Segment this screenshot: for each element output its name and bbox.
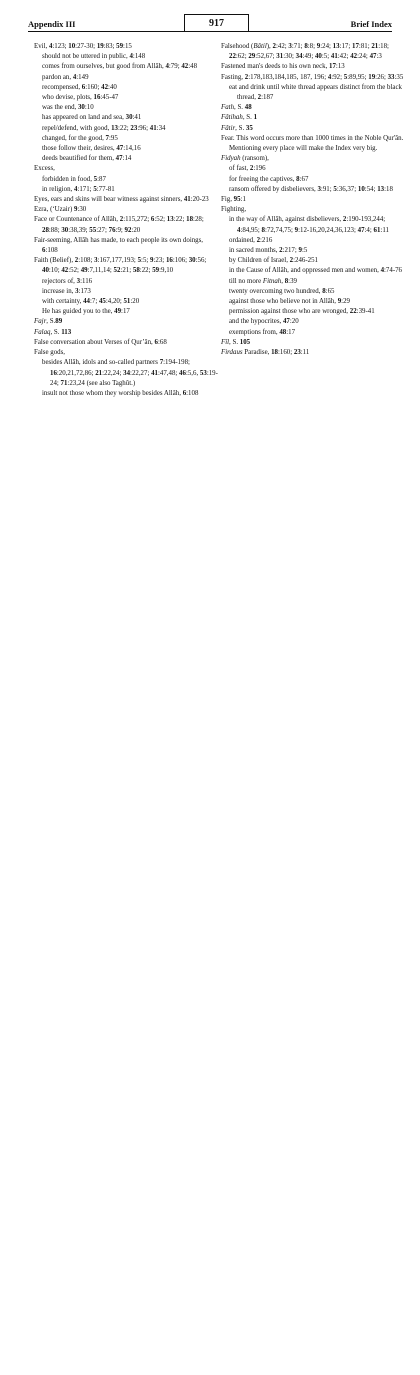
index-subentry: has appeared on land and sea, 30:41 [42,114,142,122]
index-entry: Fath, S. 48 [221,104,252,112]
index-entry: Fear. This word occurs more than 1000 times in the Noble Qur'ân. Mentioning every place will make the Index very big. [221,134,404,153]
header-rule [28,31,392,32]
index-subentry: against those who believe not in Allâh, 9:29 [229,298,350,306]
index-entry: Faith (Belief), 2:108; 3:167,177,193; 5:5; 9:23; 16:106; 30:56; 40:10; 42:52; 49:7,11,14; 52:21; 58:22; 59:9,10 [34,257,207,275]
index-entry: Fair-seeming, Allâh has made, to each people its own doings, 6:108 [34,236,204,255]
index-entry: Falaq, S. 113 [34,328,72,336]
index-subentry: those follow their, desires, 47:14,16 [42,145,141,153]
index-subentry: with certainty, 44:7; 45:4,20; 51:20 [42,298,140,306]
index-subentry: increase in, 3:173 [42,287,91,295]
index-column-left [34,42,219,399]
index-entry: False conversation about Verses of Qur’ân, 6:68 [34,338,167,346]
index-entry: Eyes, ears and skins will bear witness against sinners, 41:20-23 [34,196,209,204]
index-subentry: comes from ourselves, but good from Allâh, 4:79; 42:48 [42,63,198,71]
index-subentry: and the hypocrites, 47:20 [229,318,299,326]
index-subentry: in the Cause of Allâh, and oppressed men and women, 4:74-76 [229,267,403,275]
index-subentry: eat and drink until white thread appears distinct from the black thread, 2:187 [229,83,402,102]
index-entry: Fig, 95:1 [221,196,246,204]
index-entry: Fâtir, S. 35 [221,124,253,132]
index-entry: Fidyah (ransom), [221,155,269,163]
page-number: 917 [184,14,249,32]
index-subentry: who devise, plots, 16:45-47 [42,94,119,102]
index-entry: Fajr, S.89 [34,318,63,326]
index-subentry: of fast, 2:196 [229,165,266,173]
index-subentry: deeds beautified for them, 47:14 [42,155,132,163]
index-entry: Face or Countenance of Allâh, 2:115,272; 6:52; 13:22; 18:28; 28:88; 30:38,39; 55:27; 76:9; 92:20 [34,216,204,234]
index-subentry: exemptions from, 48:17 [229,328,296,336]
index-subentry: should not be uttered in public, 4:148 [42,53,146,61]
index-subentry: in sacred months, 2:217; 9:5 [229,247,308,255]
index-entry: Falsehood (Bâtil), 2:42; 3:71; 8:8; 9:24; 13:17; 17:81; 21:18; 22:62; 29:52,67; 31:30; 34:49; 40:5; 41:42; 42:24; 47:3 [221,43,389,61]
index-subentry: insult not those whom they worship besides Allâh, 6:108 [42,389,199,397]
index-subentry: recompensed, 6:160; 42:40 [42,83,117,91]
running-header-left: Appendix III [28,19,76,29]
index-entry: Fâtihah, S. 1 [221,114,258,122]
index-subentry: for freeing the captives, 8:67 [229,175,309,183]
index-subentry: changed, for the good, 7:95 [42,134,118,142]
index-entry: Firdaus Paradise, 18:160; 23:11 [221,349,310,357]
index-subentry: in the way of Allâh, against disbelievers, 2:190-193,244; 4:84,95; 8:72,74,75; 9:12-16,20,24,36,123; 47:4; 61:11 [229,216,389,234]
index-subentry: repel/defend, with good, 13:22; 23:96; 41:34 [42,124,166,132]
index-subentry: ordained, 2:216 [229,236,273,244]
index-subentry: till no more Fitnah, 8:39 [229,277,297,285]
index-subentry: twenty overcoming two hundred, 8:65 [229,287,335,295]
index-entry: False gods, [34,349,66,357]
index-subentry: in religion, 4:171; 5:77-81 [42,185,115,193]
index-entry: Fastened man's deeds to his own neck, 17:13 [221,63,345,71]
index-subentry: ransom offered by disbelievers, 3:91; 5:36,37; 10:54; 13:18 [229,185,393,193]
index-entry: Fasting, 2:178,183,184,185, 187, 196; 4:92; 5:89,95; 19:26; 33:35 [221,73,404,81]
index-subentry: besides Allâh, idols and so-called partners 7:194-198; 16:20,21,72,86; 21:22,24; 34:22,27; 41:47,48; 46:5,6, 53:19-24; 71:23,24 (see also Taghût.) [42,359,218,387]
index-column-right [221,42,406,358]
index-entry: Fighting, [221,206,247,214]
index-entry: Evil, 4:123; 10:27-30; 19:83; 59:15 [34,43,132,50]
index-entry: Excess, [34,165,55,173]
index-subentry: by Children of Israel, 2:246-251 [229,257,319,265]
index-subentry: He has guided you to the, 49:17 [42,308,130,316]
index-subentry: was the end, 30:10 [42,104,94,112]
index-subentry: rejectors of, 3:116 [42,277,93,285]
index-subentry: permission against those who are wronged, 22:39-41 [229,308,375,316]
index-subentry: forbidden in food, 5:87 [42,175,106,183]
running-header-right: Brief Index [350,19,392,29]
index-entry: Fîl, S. 105 [221,338,251,346]
index-subentry: pardon an, 4:149 [42,73,89,81]
index-entry: Ezra, (‘Uzair) 9:30 [34,206,87,214]
